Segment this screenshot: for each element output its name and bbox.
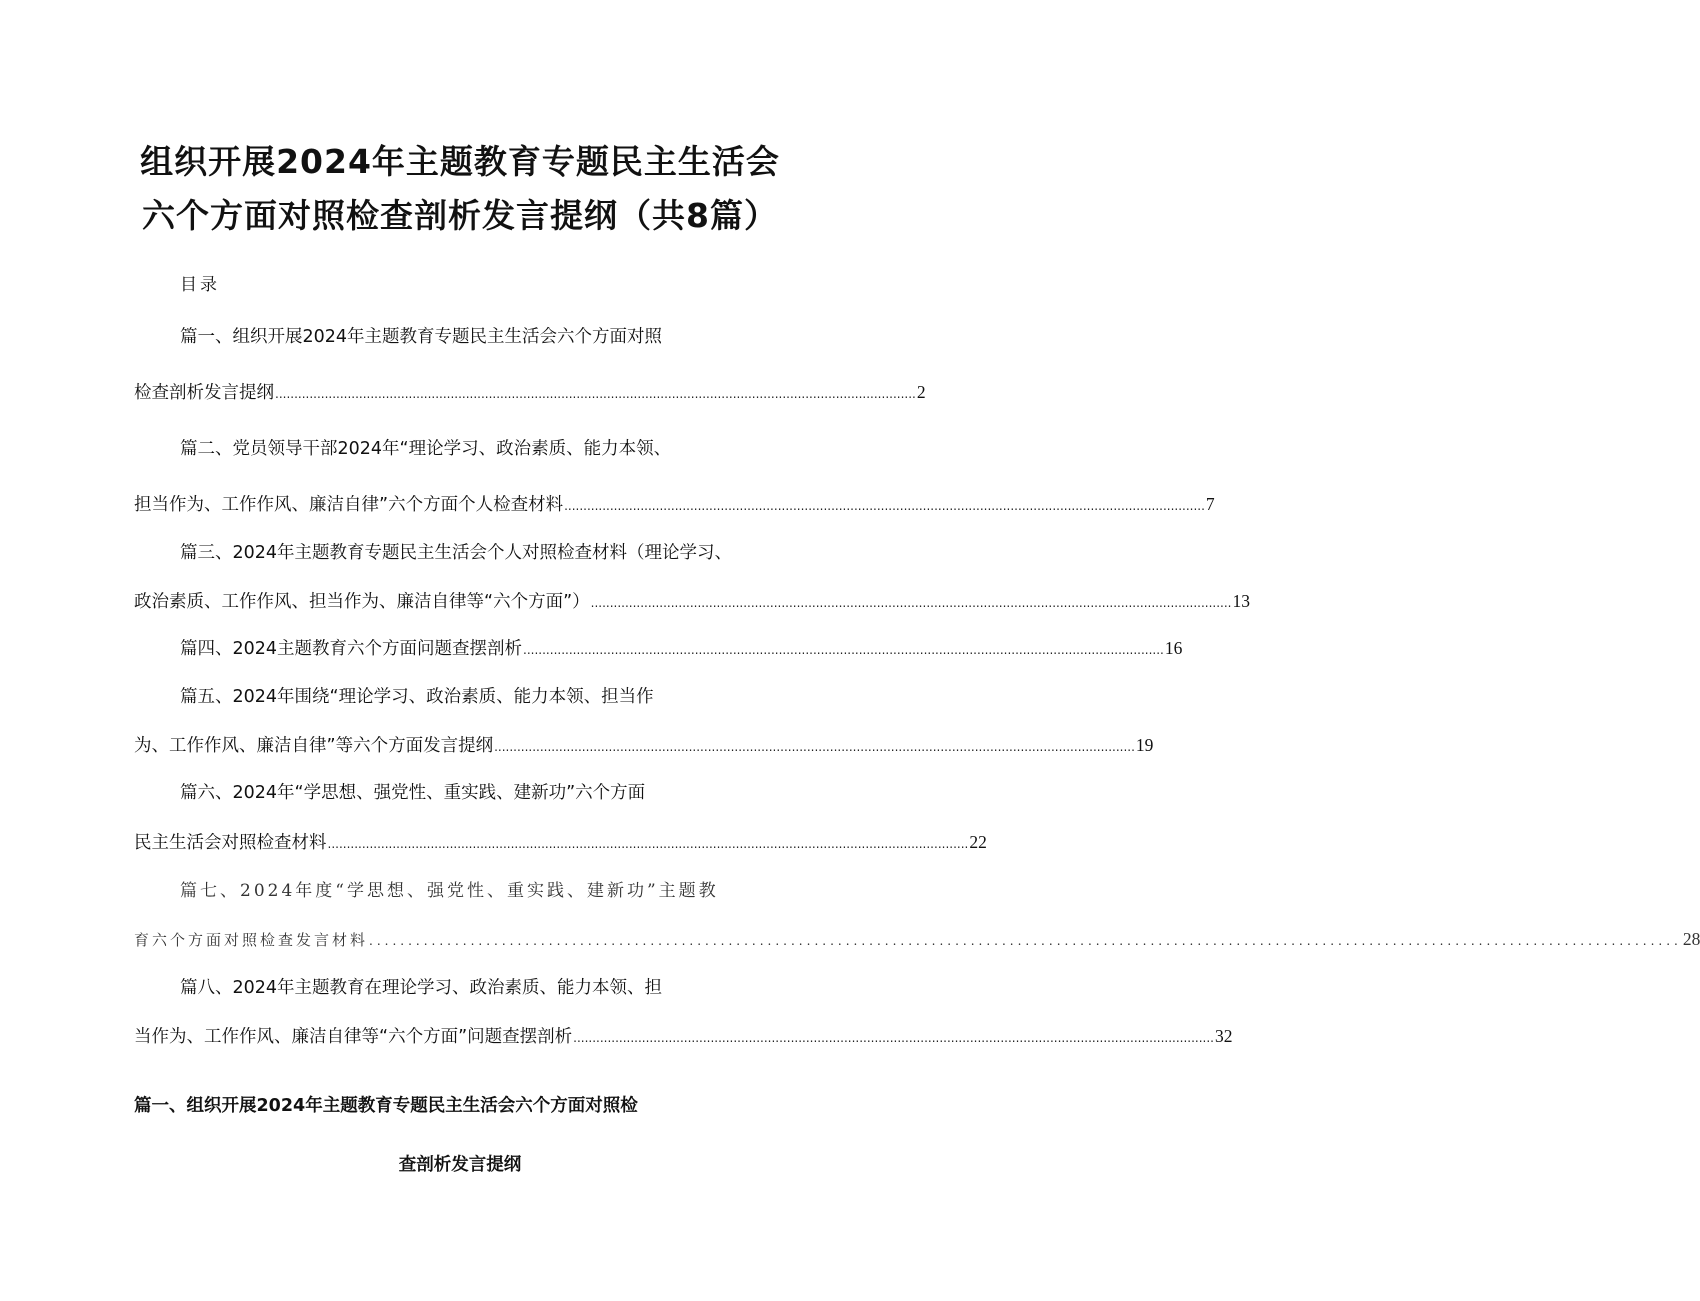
toc-page-number: 22 (969, 832, 987, 852)
toc-entry-3-line-1[interactable]: 篇三、2024年主题教育专题民主生活会个人对照检查材料（理论学习、 (180, 543, 733, 563)
toc-leader-dots: ........................................................................................................................................................................ (494, 740, 1135, 754)
toc-page-number: 2 (916, 382, 926, 402)
toc-page-number: 7 (1205, 494, 1215, 514)
toc-page-number: 32 (1214, 1026, 1233, 1046)
toc-entry-7-line-1[interactable]: 篇七、2024年度“学思想、强党性、重实践、建新功”主题教 (180, 881, 719, 901)
toc-page-number: 16 (1164, 638, 1183, 658)
section-heading-line-1: 篇一、组织开展2024年主题教育专题民主生活会六个方面对照检 (134, 1096, 638, 1116)
toc-leader-dots: ........................................................................................................................................................................ (573, 1031, 1214, 1045)
toc-entry-8-line-1[interactable]: 篇八、2024年主题教育在理论学习、政治素质、能力本领、担 (180, 978, 663, 998)
toc-entry-8-line-2[interactable] (134, 1024, 1233, 1048)
toc-entry-2-line-2[interactable] (134, 492, 1215, 516)
toc-leader-dots: ........................................................................................................................................................................ (590, 596, 1232, 610)
toc-entry-text: 篇四、2024主题教育六个方面问题查摆剖析 (180, 639, 523, 659)
toc-entry-6-line-2[interactable] (134, 830, 987, 854)
toc-entry-4[interactable] (180, 636, 1183, 660)
toc-entry-text: 为、工作作风、廉洁自律”等六个方面发言提纲 (134, 736, 494, 756)
toc-entry-text: 检查剖析发言提纲 (134, 383, 274, 403)
section-heading-line-2: 查剖析发言提纲 (398, 1155, 522, 1175)
toc-entry-text: 育六个方面对照检查发言材料 (134, 931, 369, 949)
document-title-line-2: 六个方面对照检查剖析发言提纲（共8篇） (142, 196, 778, 235)
toc-entry-1-line-1[interactable]: 篇一、组织开展2024年主题教育专题民主生活会六个方面对照 (180, 327, 663, 347)
toc-entry-text: 当作为、工作作风、廉洁自律等“六个方面”问题查摆剖析 (134, 1027, 573, 1047)
toc-leader-dots: ........................................................................................................................................................................ (564, 499, 1205, 513)
toc-entry-2-line-1[interactable]: 篇二、党员领导干部2024年“理论学习、政治素质、能力本领、 (180, 439, 672, 459)
toc-entry-text: 政治素质、工作作风、担当作为、廉洁自律等“六个方面”） (134, 592, 590, 612)
toc-page-number: 13 (1232, 591, 1250, 611)
toc-entry-5-line-2[interactable] (134, 733, 1154, 757)
toc-entry-text: 担当作为、工作作风、廉洁自律”六个方面个人检查材料 (134, 495, 564, 515)
toc-entry-5-line-1[interactable]: 篇五、2024年围绕“理论学习、政治素质、能力本领、担当作 (180, 687, 654, 707)
toc-leader-dots: ........................................................................................................................................................................ (369, 934, 1682, 948)
toc-label: 目录 (180, 275, 220, 295)
toc-entry-6-line-1[interactable]: 篇六、2024年“学思想、强党性、重实践、建新功”六个方面 (180, 783, 646, 803)
toc-entry-3-line-2[interactable] (134, 589, 1250, 613)
document-title-line-1: 组织开展2024年主题教育专题民主生活会 (140, 142, 780, 181)
toc-entry-text: 民主生活会对照检查材料 (134, 833, 327, 853)
toc-entry-1-line-2[interactable] (134, 380, 926, 404)
toc-page-number: 28 (1682, 929, 1700, 949)
toc-leader-dots: ........................................................................................................................................................................ (327, 837, 969, 851)
toc-page-number: 19 (1135, 735, 1154, 755)
toc-entry-7-line-2[interactable] (134, 927, 1700, 951)
toc-leader-dots: ........................................................................................................................................................................ (523, 643, 1164, 657)
toc-leader-dots: ........................................................................................................................................................................ (275, 387, 916, 401)
